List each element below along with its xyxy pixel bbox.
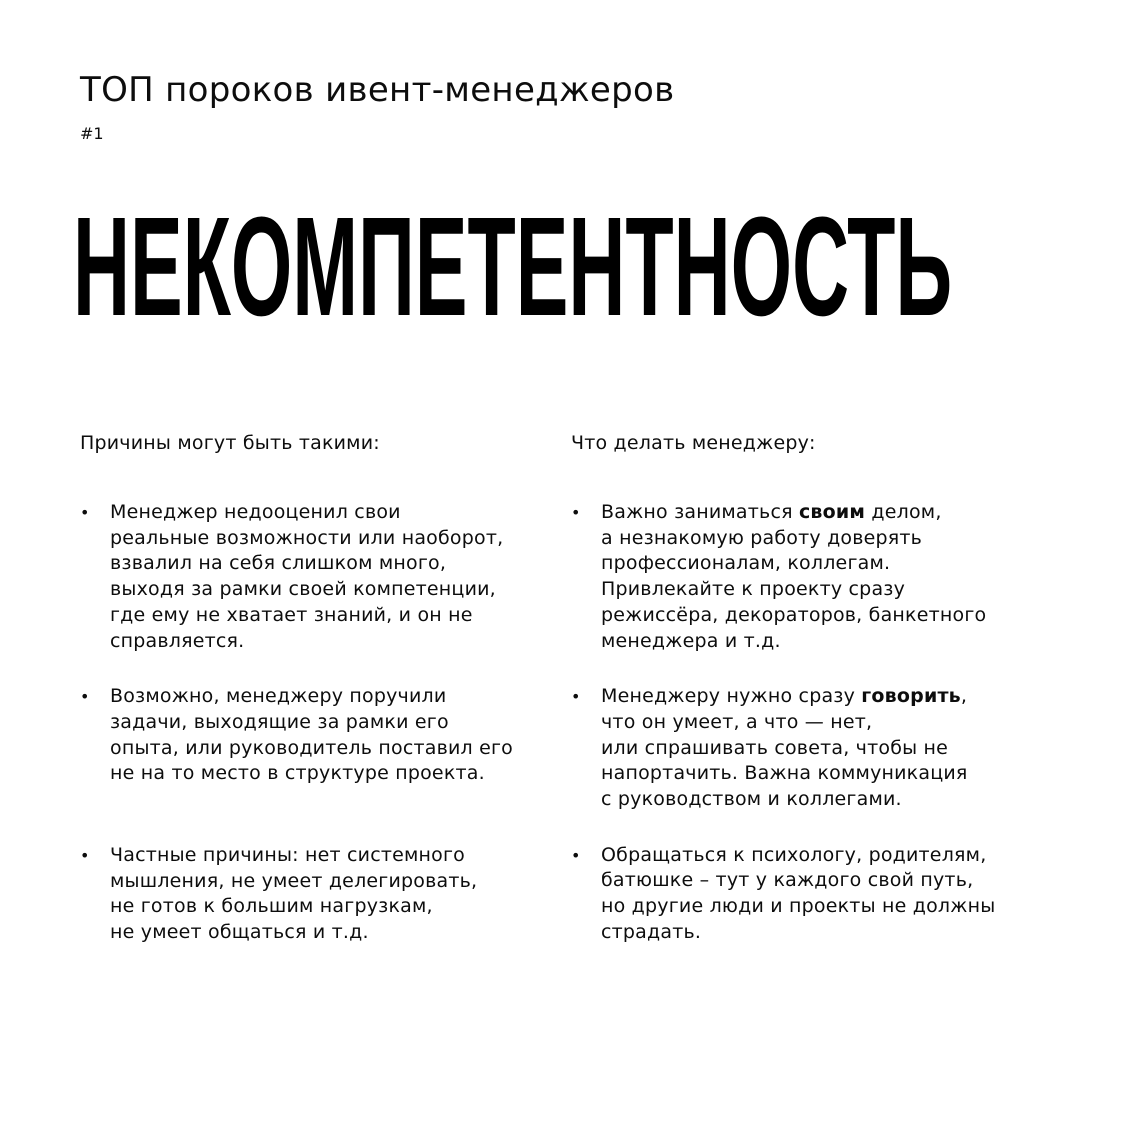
list-item <box>80 500 560 654</box>
causes-column <box>80 430 560 946</box>
text-line: где ему не хватает знаний, и он не <box>110 603 473 626</box>
text-line: но другие люди и проекты не должны <box>601 895 996 918</box>
text-line: а незнакомую работу доверять <box>601 526 923 549</box>
causes-heading: Причины могут быть такими: <box>80 432 380 454</box>
list-item <box>571 500 1051 654</box>
text-line: взвалил на себя слишком много, <box>110 552 447 575</box>
text-line: не на то место в структуре проекта. <box>110 762 485 785</box>
list-item <box>80 843 560 946</box>
text-line: Привлекайте к проекту сразу <box>601 578 906 601</box>
text-segment: Важно заниматься <box>601 501 799 523</box>
text-segment: , <box>960 685 968 708</box>
list-item <box>571 843 1051 946</box>
text-line: что он умеет, а что — нет, <box>601 710 873 733</box>
bullet-icon: • <box>571 845 581 865</box>
issue-number: #1 <box>80 124 104 143</box>
text-segment: делом, <box>865 501 942 523</box>
emphasis: говорить <box>861 685 961 708</box>
text-line: менеджера и т.д. <box>601 629 781 652</box>
text-line: страдать. <box>601 920 702 943</box>
bullet-icon: • <box>80 687 90 707</box>
advice-column <box>571 430 1051 946</box>
text-line: не готов к большим нагрузкам, <box>110 895 433 918</box>
text-line: справляется. <box>110 629 245 652</box>
text-line: Возможно, менеджеру поручили <box>110 685 447 708</box>
text-line: Частные причины: нет системного <box>110 844 466 867</box>
list-item <box>80 684 560 787</box>
text-line <box>601 684 1051 710</box>
text-line <box>601 500 1051 526</box>
text-line: напортачить. Важна коммуникация <box>601 762 968 785</box>
advice-heading: Что делать менеджеру: <box>571 432 816 454</box>
text-line: или спрашивать совета, чтобы не <box>601 736 949 759</box>
bullet-icon: • <box>571 503 581 522</box>
text-line: опыта, или руководитель поставил его <box>110 736 513 759</box>
text-line: профессионалам, коллегам. <box>601 552 891 575</box>
bullet-icon: • <box>80 846 90 866</box>
text-line: реальные возможности или наоборот, <box>110 526 504 549</box>
bullet-icon: • <box>80 503 90 522</box>
headline-wrap <box>73 187 973 345</box>
text-line: с руководством и коллегами. <box>601 788 902 811</box>
text-line: Менеджер недооценил свои <box>110 501 401 523</box>
emphasis: своим <box>798 501 866 523</box>
bullet-icon: • <box>571 687 581 707</box>
series-title: ТОП пороков ивент-менеджеров <box>80 70 675 110</box>
text-line: режиссёра, декораторов, банкетного <box>601 603 987 626</box>
headline: НЕКОМПЕТЕНТНОСТЬ <box>73 187 953 345</box>
text-segment: Менеджеру нужно сразу <box>601 685 862 708</box>
list-item <box>571 684 1051 813</box>
text-line: Обращаться к психологу, родителям, <box>601 843 987 866</box>
text-line: задачи, выходящие за рамки его <box>110 710 449 733</box>
text-line: мышления, не умеет делегировать, <box>110 869 478 892</box>
text-line: не умеет общаться и т.д. <box>110 921 369 944</box>
text-line: выходя за рамки своей компетенции, <box>110 578 496 601</box>
text-line: батюшке – тут у каждого свой путь, <box>601 869 974 892</box>
